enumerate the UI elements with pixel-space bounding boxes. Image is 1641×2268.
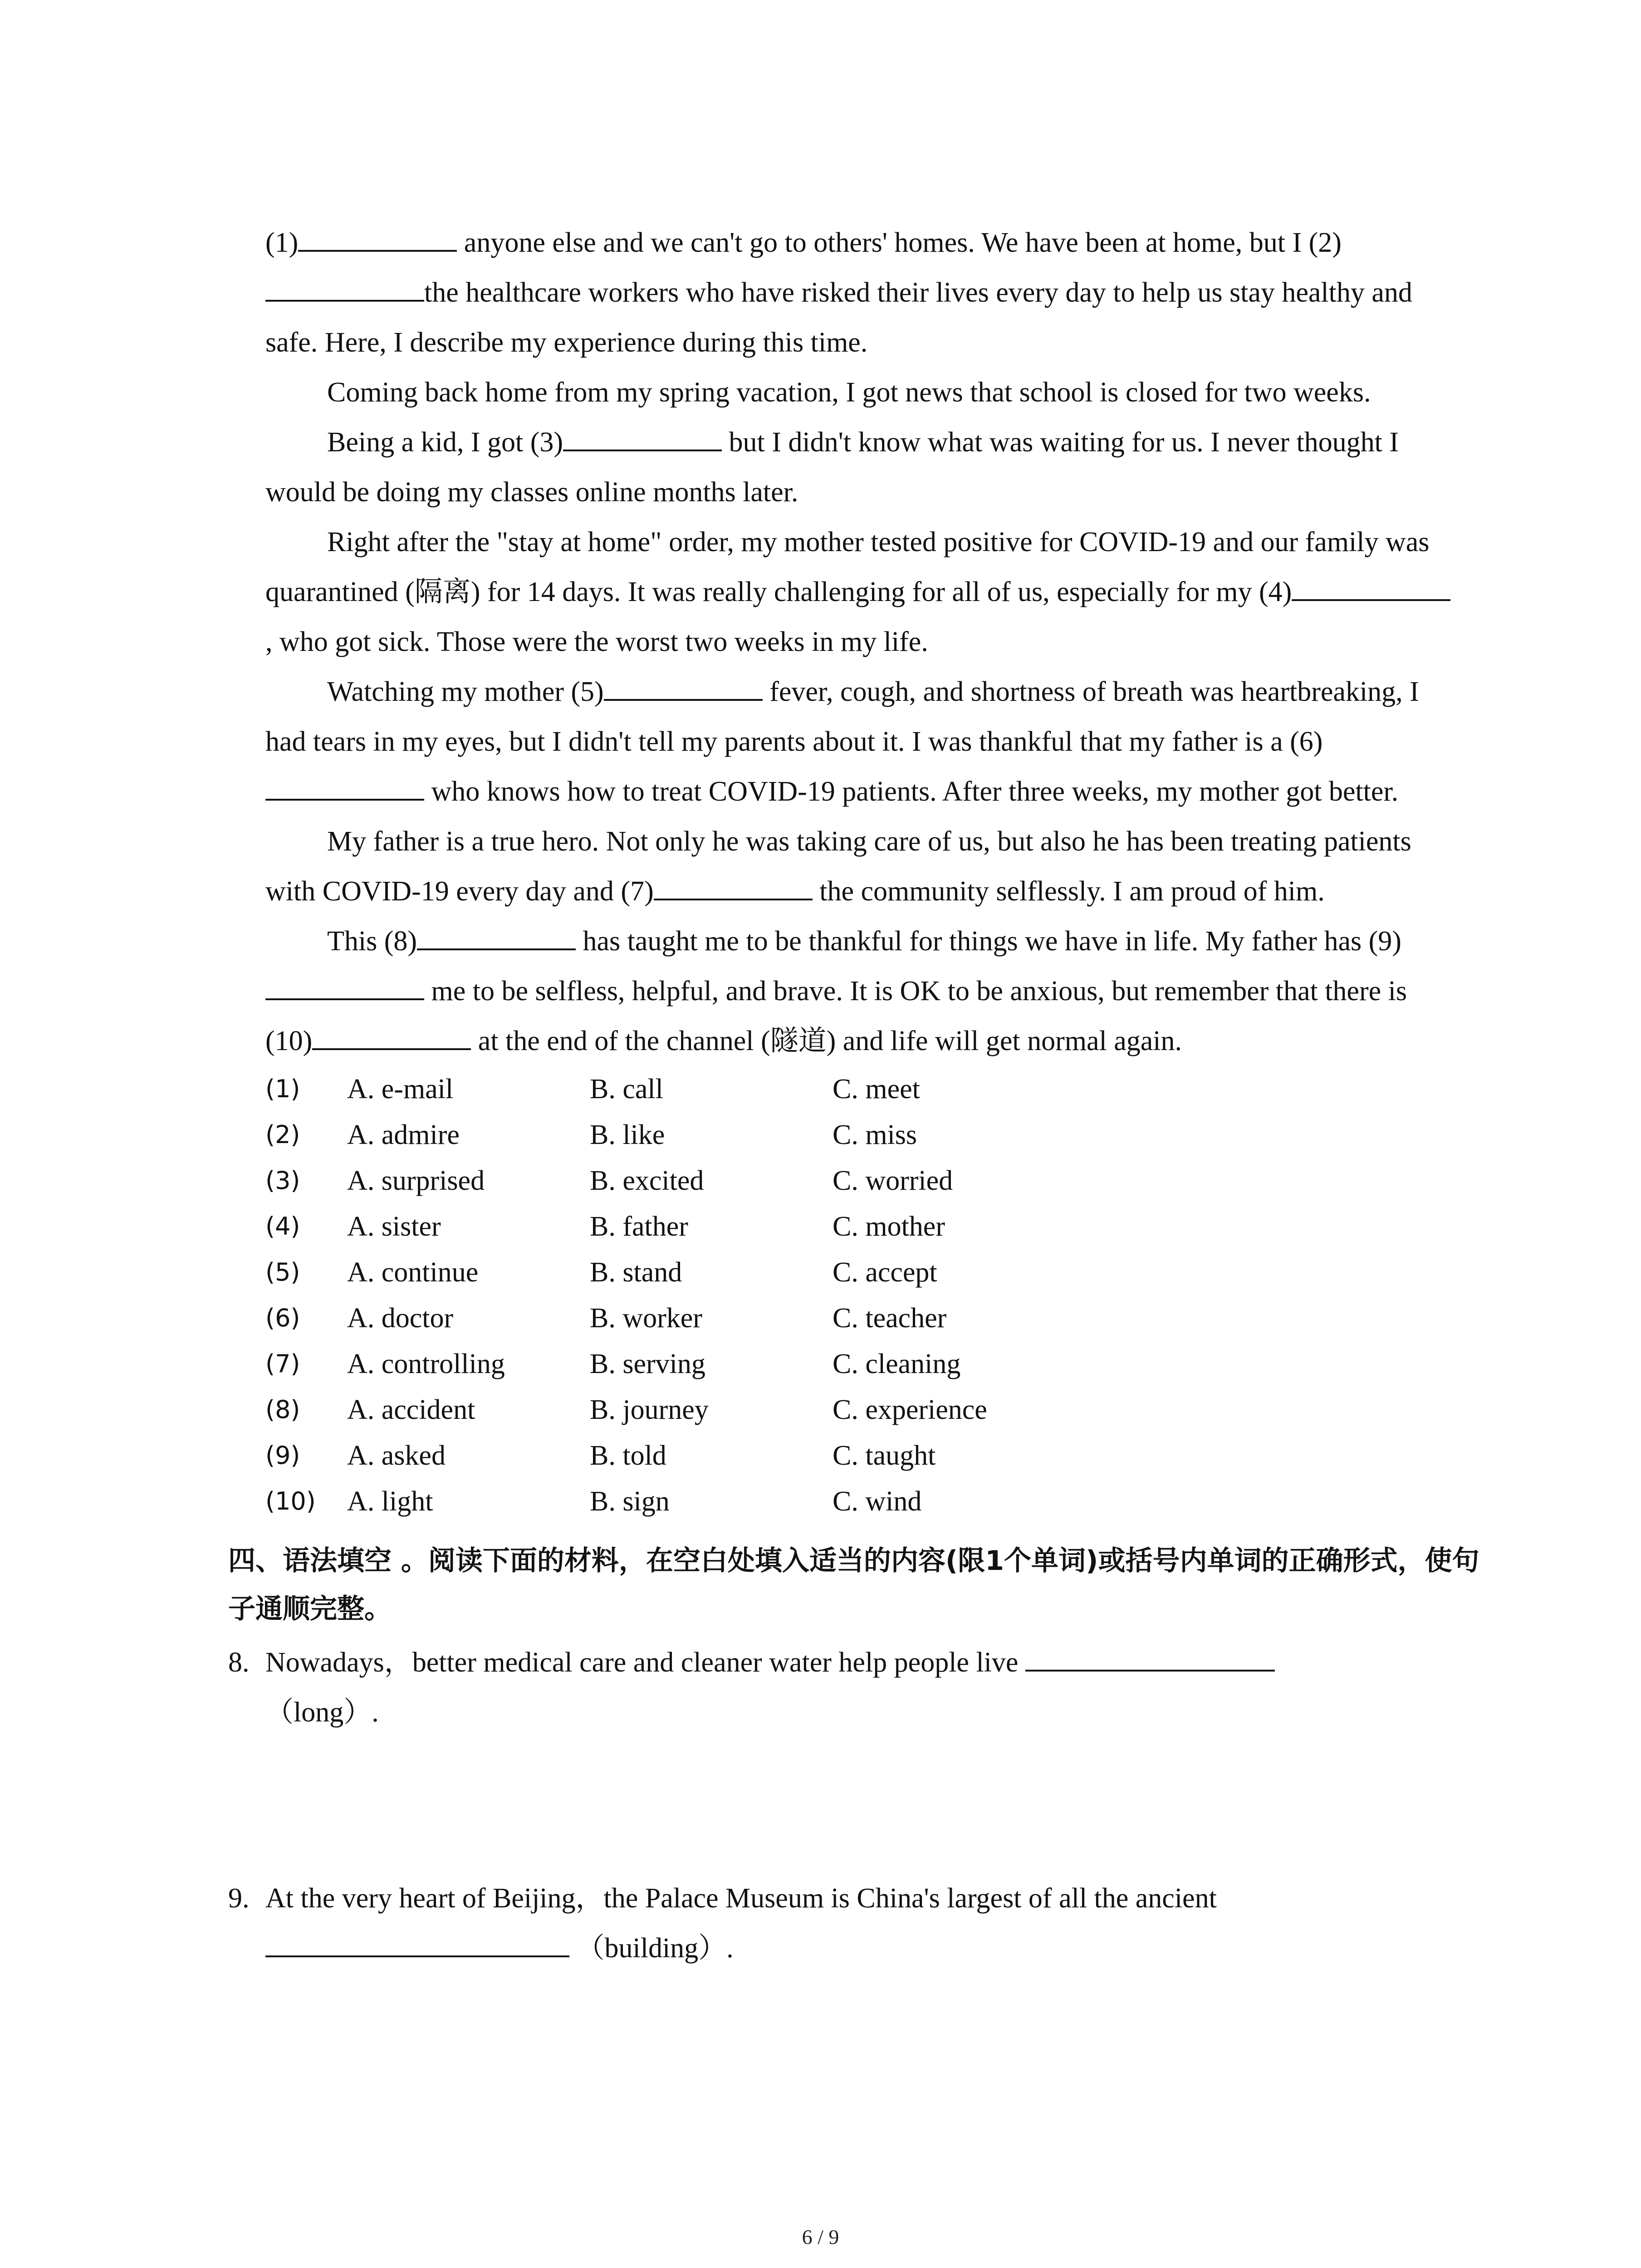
paragraph-text: me to be selfless, helpful, and brave. It is OK to be anxious, but remember that there is (10) (265, 976, 1407, 1056)
paragraph-text: at the end of the channel (隧道) and life will get normal again. (471, 1026, 1182, 1056)
blank-7[interactable] (654, 870, 813, 900)
question-text: At the very heart of Beijing，the Palace Museum is China's largest of all the ancient (265, 1883, 1217, 1914)
page-number: 6 / 9 (802, 2225, 839, 2248)
blank-10[interactable] (312, 1020, 471, 1050)
paragraph-text: but I didn't know what was waiting for us. I never thought I would be doing my classes online months later. (265, 427, 1399, 508)
option-number: (9) (265, 1441, 300, 1470)
option-b[interactable]: B. stand (590, 1256, 682, 1288)
blank-5[interactable] (604, 671, 763, 701)
blank-9[interactable] (265, 970, 424, 1000)
option-row-3 (265, 1158, 1454, 1203)
paragraph-5 (265, 667, 1454, 816)
option-b[interactable]: B. call (590, 1073, 663, 1105)
option-b[interactable]: B. serving (590, 1348, 705, 1379)
option-c[interactable]: C. mother (833, 1211, 945, 1242)
option-number: (4) (265, 1212, 300, 1241)
question-hint: （building）. (576, 1933, 734, 1964)
option-b[interactable]: B. father (590, 1211, 688, 1242)
paragraph-text: has taught me to be thankful for things we have in life. My father has (576, 926, 1369, 957)
option-a[interactable]: A. e-mail (347, 1073, 454, 1105)
blank-3[interactable] (563, 421, 722, 451)
paragraph-text: the healthcare workers who have risked their lives every day to help us stay healthy and safe. Here, I describe my experience during this time. (265, 277, 1412, 358)
option-c[interactable]: C. cleaning (833, 1348, 961, 1379)
option-number: (5) (265, 1257, 300, 1286)
option-number: (8) (265, 1395, 300, 1424)
paragraph-7 (265, 916, 1454, 1066)
option-number: (7) (265, 1349, 300, 1378)
question-number: 9. (228, 1883, 250, 1914)
paragraph-text: My father is a true hero. Not only he was taking care of us, but also he has been treating patients with COVID-19 every day and (7) (265, 826, 1411, 907)
paragraph-text: the community selflessly. I am proud of him. (812, 876, 1325, 907)
option-row-7 (265, 1341, 1454, 1387)
option-a[interactable]: A. continue (347, 1256, 479, 1288)
option-row-9 (265, 1432, 1454, 1478)
main-content (228, 218, 1479, 1973)
paragraph-text: anyone else and we can't go to others' homes. We have been at home, but I (457, 227, 1309, 258)
option-number: (10) (265, 1486, 316, 1515)
option-b[interactable]: B. worker (590, 1302, 702, 1334)
paragraph-text: Watching my mother (5) (327, 676, 604, 707)
option-number: (3) (265, 1166, 300, 1195)
option-a[interactable]: A. surprised (347, 1165, 485, 1196)
option-b[interactable]: B. told (590, 1440, 666, 1471)
option-row-2 (265, 1112, 1454, 1158)
paragraph-text: fever, cough, and shortness of breath was heartbreaking, I had tears in my eyes, but I didn't tell my parents about it. I was thankful that my father is a (6) (265, 676, 1419, 757)
question-text: Nowadays，better medical care and cleaner water help people live (265, 1647, 1025, 1678)
paragraph-6 (265, 816, 1454, 916)
option-c[interactable]: C. accept (833, 1256, 937, 1288)
option-row-10 (265, 1478, 1454, 1524)
blank-number-2: (2) (1308, 227, 1342, 258)
option-a[interactable]: A. controlling (347, 1348, 505, 1379)
question-9-answer-line (228, 1923, 1453, 1973)
question-9 (228, 1873, 1453, 1973)
answer-blank-9[interactable] (265, 1927, 569, 1957)
option-c[interactable]: C. wind (833, 1486, 922, 1517)
option-row-1 (265, 1066, 1454, 1112)
option-a[interactable]: A. admire (347, 1119, 460, 1150)
blank-number-1: (1) (265, 227, 299, 258)
blank-8[interactable] (417, 920, 576, 950)
question-hint: （long）. (265, 1697, 379, 1728)
options-list (265, 1066, 1454, 1524)
blank-number-9: (9) (1368, 926, 1401, 957)
paragraph-text: This (8) (327, 926, 417, 957)
option-number: (1) (265, 1074, 300, 1103)
paragraph-3 (265, 417, 1454, 517)
option-row-5 (265, 1249, 1454, 1295)
option-c[interactable]: C. teacher (833, 1302, 947, 1334)
option-c[interactable]: C. worried (833, 1165, 953, 1196)
option-a[interactable]: A. asked (347, 1440, 446, 1471)
option-a[interactable]: A. sister (347, 1211, 441, 1242)
option-b[interactable]: B. sign (590, 1486, 670, 1517)
paragraph-4 (265, 517, 1454, 667)
paragraph-text: Right after the "stay at home" order, my mother tested positive for COVID-19 and our family was quarantined (隔离) for 14 days. It was really challenging for all of us, especially for my (4) (265, 527, 1430, 607)
paragraph-text: , who got sick. Those were the worst two weeks in my life. (265, 626, 928, 657)
paragraph-1 (265, 218, 1454, 367)
option-row-8 (265, 1387, 1454, 1432)
option-a[interactable]: A. light (347, 1486, 433, 1517)
option-a[interactable]: A. accident (347, 1394, 475, 1425)
option-a[interactable]: A. doctor (347, 1302, 454, 1334)
option-c[interactable]: C. miss (833, 1119, 917, 1150)
option-c[interactable]: C. meet (833, 1073, 920, 1105)
blank-2[interactable] (265, 272, 424, 302)
question-8 (228, 1637, 1453, 1737)
option-b[interactable]: B. journey (590, 1394, 709, 1425)
option-c[interactable]: C. taught (833, 1440, 936, 1471)
option-row-4 (265, 1203, 1454, 1249)
option-b[interactable]: B. like (590, 1119, 665, 1150)
paragraph-text: Being a kid, I got (3) (327, 427, 563, 458)
blank-4[interactable] (1292, 571, 1450, 601)
blank-1[interactable] (298, 222, 457, 252)
option-row-6 (265, 1295, 1454, 1341)
question-number: 8. (228, 1647, 250, 1678)
option-number: (6) (265, 1303, 300, 1332)
blank-6[interactable] (265, 771, 424, 801)
option-number: (2) (265, 1120, 300, 1149)
paragraph-text: who knows how to treat COVID-19 patients. After three weeks, my mother got better. (424, 776, 1399, 807)
answer-blank-8[interactable] (1025, 1642, 1275, 1672)
option-c[interactable]: C. experience (833, 1394, 987, 1425)
option-b[interactable]: B. excited (590, 1165, 704, 1196)
section-heading: 四、语法填空 。阅读下面的材料，在空白处填入适当的内容(限1个单词)或括号内单词的正确形式，使句子通顺完整。 (228, 1545, 1479, 1625)
paragraph-2: Coming back home from my spring vacation, I got news that school is closed for two weeks. (327, 377, 1371, 408)
